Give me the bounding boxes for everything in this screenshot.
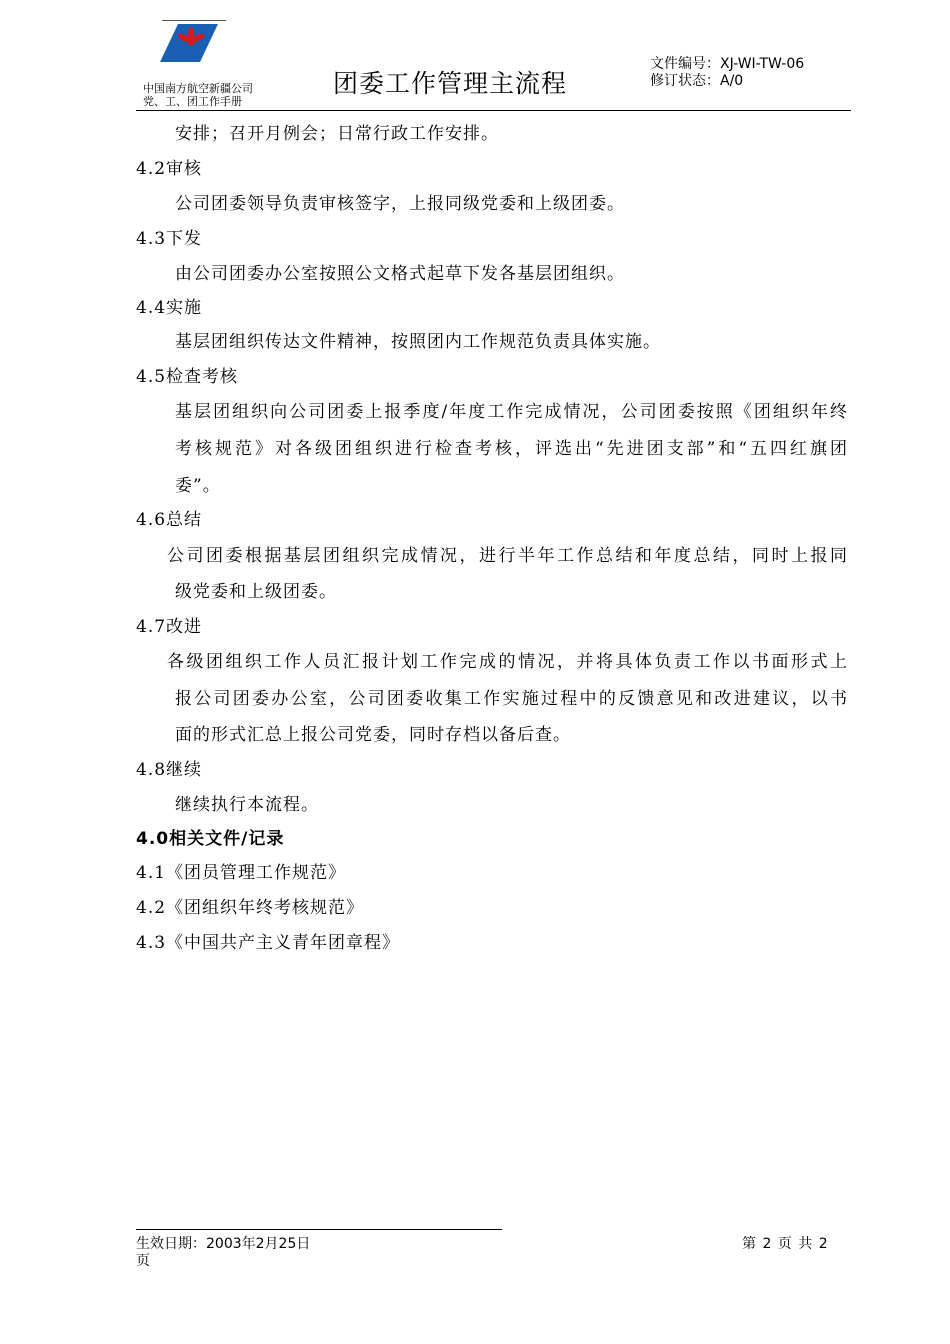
page-title: 团委工作管理主流程 <box>333 69 568 98</box>
revision-status: 修订状态：A/0 <box>650 73 744 89</box>
document-info <box>650 56 804 90</box>
company-line-1: 中国南方航空新疆公司 <box>143 82 253 95</box>
footer-rule <box>136 1229 502 1230</box>
section-heading: 4.6总结 <box>136 510 203 530</box>
body-line: 公司团委领导负责审核签字，上报同级党委和上级团委。 <box>175 194 625 214</box>
company-line-2: 党、工、团工作手册 <box>143 95 242 108</box>
logo-rule <box>162 20 226 21</box>
body-line: 委”。 <box>175 476 221 496</box>
document-number: 文件编号：XJ-WI-TW-06 <box>650 56 805 72</box>
body-line: 报公司团委办公室，公司团委收集工作实施过程中的反馈意见和改进建议，以书 <box>175 689 848 709</box>
section-heading: 4.4实施 <box>136 298 203 318</box>
section-heading: 4.8继续 <box>136 760 203 780</box>
related-doc-item: 4.2《团组织年终考核规范》 <box>136 898 365 918</box>
body-line: 级党委和上级团委。 <box>175 582 337 602</box>
page-number: 第 2 页 共 2 <box>742 1236 829 1252</box>
body-line: 由公司团委办公室按照公文格式起草下发各基层团组织。 <box>175 264 625 284</box>
related-doc-item: 4.3《中国共产主义青年团章程》 <box>136 933 401 953</box>
related-docs-heading: 4.0相关文件/记录 <box>136 829 285 849</box>
body-line: 基层团组织向公司团委上报季度/年度工作完成情况，公司团委按照《团组织年终 <box>175 402 848 422</box>
body-line: 面的形式汇总上报公司党委，同时存档以备后查。 <box>175 725 571 745</box>
body-line: 安排；召开月例会；日常行政工作安排。 <box>175 124 499 144</box>
company-name <box>143 82 253 108</box>
page-number-tail: 页 <box>136 1253 150 1269</box>
section-heading: 4.2审核 <box>136 159 203 179</box>
section-heading: 4.3下发 <box>136 229 203 249</box>
related-doc-item: 4.1《团员管理工作规范》 <box>136 863 347 883</box>
body-line: 各级团组织工作人员汇报计划工作完成的情况，并将具体负责工作以书面形式上 <box>167 652 848 672</box>
body-line: 公司团委根据基层团组织完成情况，进行半年工作总结和年度总结，同时上报同 <box>167 546 848 566</box>
section-heading: 4.5检查考核 <box>136 367 239 387</box>
effective-date: 生效日期：2003年2月25日 <box>136 1236 311 1252</box>
airline-logo-icon <box>160 22 220 64</box>
body-line: 继续执行本流程。 <box>175 795 319 815</box>
body-line: 基层团组织传达文件精神，按照团内工作规范负责具体实施。 <box>175 332 661 352</box>
body-line: 考核规范》对各级团组织进行检查考核，评选出“先进团支部”和“五四红旗团 <box>175 439 848 459</box>
section-heading: 4.7改进 <box>136 617 203 637</box>
header-rule <box>136 110 851 111</box>
